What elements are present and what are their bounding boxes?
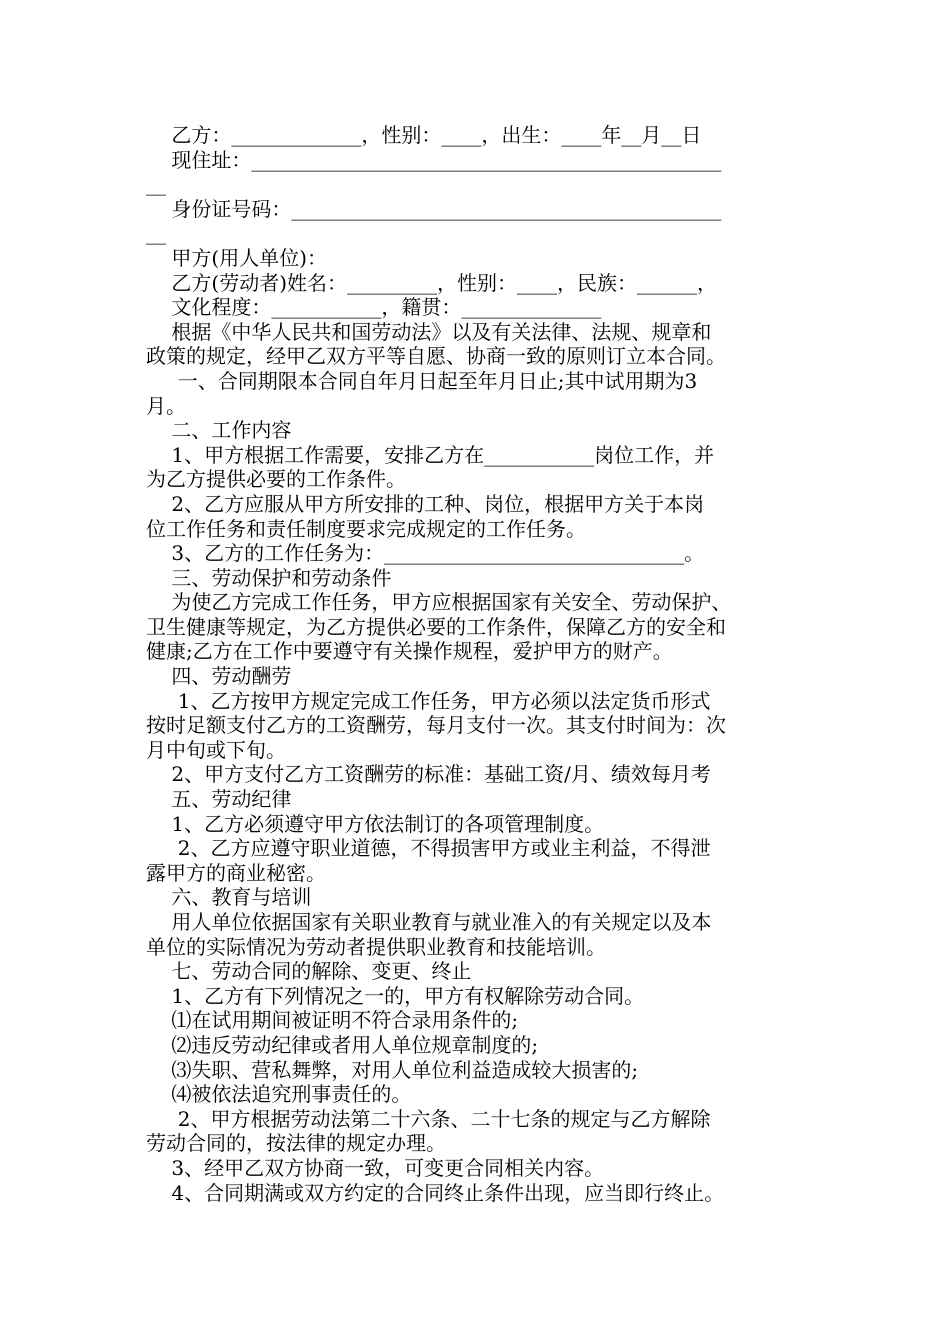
preamble-paragraph: 政策的规定，经甲乙双方平等自愿、协商一致的原则订立本合同。 [146,344,726,369]
section-7-heading: 七、劳动合同的解除、变更、终止 [146,959,472,984]
section-3-heading: 三、劳动保护和劳动条件 [146,565,392,590]
section-4-heading: 四、劳动酬劳 [146,664,292,689]
section-5-heading: 五、劳动纪律 [146,787,292,812]
section-7-item-4: 4、合同期满或双方约定的合同终止条件出现，应当即行终止。 [146,1180,725,1205]
section-5-item-1: 1、乙方必须遵守甲方依法制订的各项管理制度。 [146,811,605,836]
section-4-item-1: 按时足额支付乙方的工资酬劳，每月支付一次。其支付时间为：次 [146,713,726,738]
education-native-place-line: 文化程度：___________，籍贯：______________ [146,295,602,320]
section-2-item-3: 3、乙方的工作任务为：______________________________。 [146,541,705,566]
section-7-item-1-sub-3: ⑶失职、营私舞弊，对用人单位利益造成较大损害的; [146,1057,639,1082]
section-3-paragraph: 卫生健康等规定，为乙方提供必要的工作条件，保障乙方的安全和 [146,614,726,639]
id-number-line: 身份证号码：___________________________________________ [146,196,722,221]
section-7-item-1: 1、乙方有下列情况之一的，甲方有权解除劳动合同。 [146,983,645,1008]
section-6-paragraph: 用人单位依据国家有关职业教育与就业准入的有关规定以及本 [146,910,712,934]
current-address-line-wrap: __ [146,172,166,197]
section-1-contract-term: 月。 [146,393,186,418]
party-a-employer-line: 甲方(用人单位)： [146,245,328,270]
section-3-paragraph: 健康;乙方在工作中要遵守有关操作规程，爱护甲方的财产。 [146,639,673,664]
id-number-line-wrap: __ [146,221,166,246]
party-b-worker-name-line: 乙方(劳动者)姓名：_________，性别：____，民族：______， [146,270,718,295]
section-2-item-1: 为乙方提供必要的工作条件。 [146,467,406,492]
section-2-item-2: 2、乙方应服从甲方所安排的工种、岗位，根据甲方关于本岗 [146,491,705,516]
section-1-contract-term: 一、合同期限本合同自年月日起至年月日止;其中试用期为3 [146,368,698,393]
section-4-item-2: 2、甲方支付乙方工资酬劳的标准：基础工资/月、绩效每月考 [146,762,711,787]
section-7-item-2: 劳动合同的，按法律的规定办理。 [146,1131,446,1156]
section-7-item-3: 3、经甲乙双方协商一致，可变更合同相关内容。 [146,1155,605,1180]
section-2-item-1: 1、甲方根据工作需要，安排乙方在___________岗位工作，并 [146,442,715,467]
preamble-paragraph: 根据《中华人民共和国劳动法》以及有关法律、法规、规章和 [146,319,712,344]
contract-body [146,123,826,1205]
section-7-item-2: 2、甲方根据劳动法第二十六条、二十七条的规定与乙方解除 [146,1106,711,1131]
section-7-item-1-sub-1: ⑴在试用期间被证明不符合录用条件的; [146,1008,519,1033]
current-address-line: 现住址：_______________________________________________ [146,147,722,172]
section-4-item-1: 月中旬或下旬。 [146,737,286,762]
party-b-basic-info-line: 乙方：_____________，性别：____，出生：____年__月__日 [146,123,702,147]
section-7-item-1-sub-2: ⑵违反劳动纪律或者用人单位规章制度的; [146,1032,539,1057]
section-7-item-1-sub-4: ⑷被依法追究刑事责任的。 [146,1082,412,1107]
section-4-item-1: 1、乙方按甲方规定完成工作任务，甲方必须以法定货币形式 [146,688,711,713]
section-5-item-2: 露甲方的商业秘密。 [146,860,326,885]
section-6-paragraph: 单位的实际情况为劳动者提供职业教育和技能培训。 [146,934,606,959]
section-6-heading: 六、教育与培训 [146,885,312,910]
section-3-paragraph: 为使乙方完成工作任务，甲方应根据国家有关安全、劳动保护、 [146,590,732,615]
section-5-item-2: 2、乙方应遵守职业道德，不得损害甲方或业主利益，不得泄 [146,836,711,861]
section-2-heading: 二、工作内容 [146,418,292,443]
section-2-item-2: 位工作任务和责任制度要求完成规定的工作任务。 [146,516,586,541]
